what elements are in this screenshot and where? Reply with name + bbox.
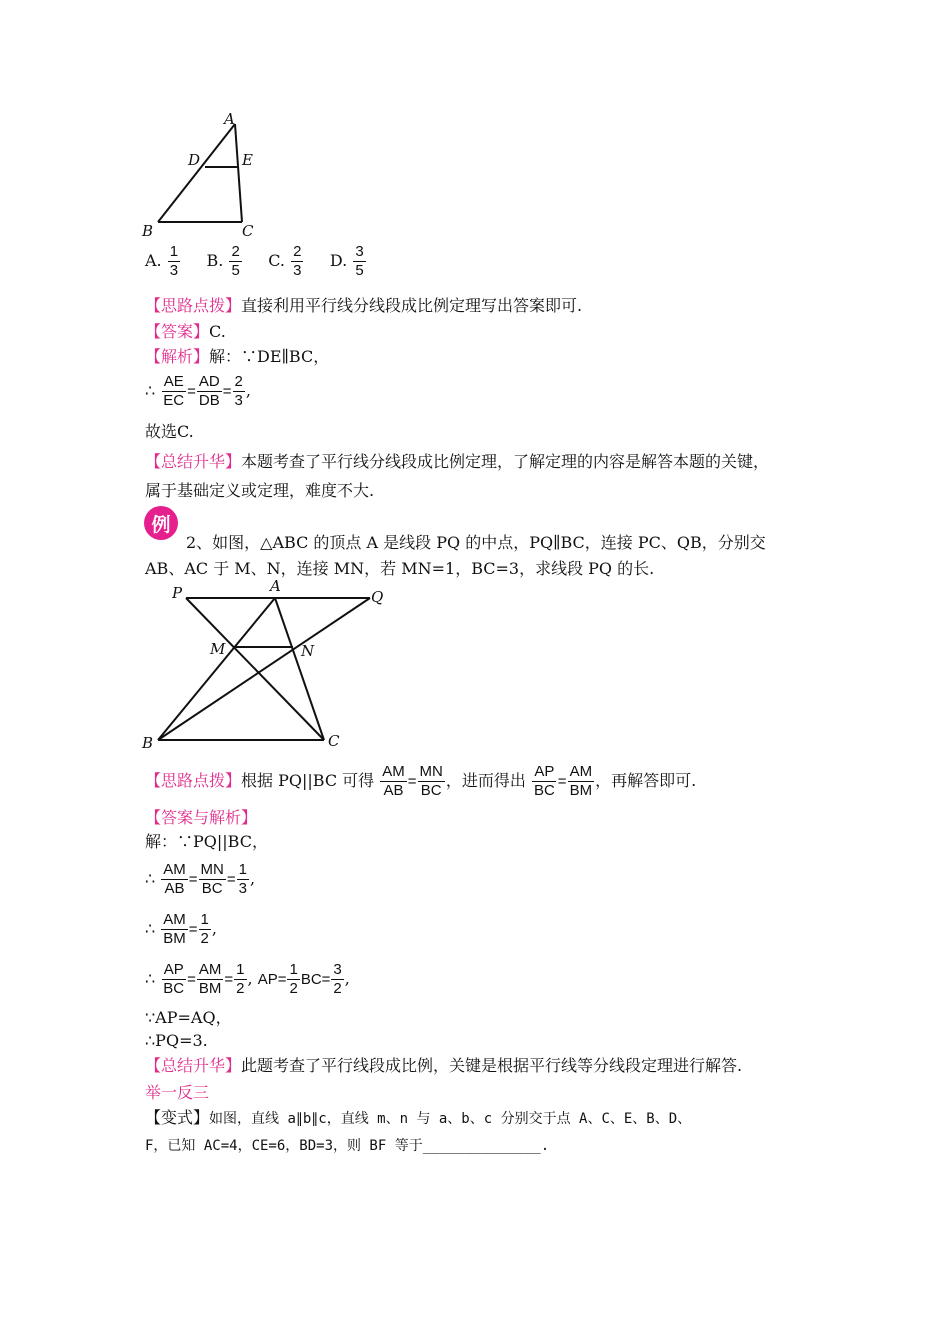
label-b: B (142, 222, 154, 240)
ex1-choose: 故选C. (145, 422, 194, 441)
ex1-hint: 【思路点拨】直接利用平行线分线段成比例定理写出答案即可. (145, 296, 583, 315)
figure-pq-bc (138, 577, 384, 752)
example-badge: 例 (144, 506, 178, 540)
figure-triangle-de-bc (138, 110, 268, 242)
ex2-sol-0: 解：∵PQ||BC， (145, 832, 268, 851)
label-c: C (328, 732, 340, 750)
label-a: A (270, 577, 281, 595)
ex2-question: 2、如图，△ABC 的顶点 A 是线段 PQ 的中点，PQ∥BC，连接 PC、QB，分别交 (186, 533, 766, 552)
option-a[interactable]: A. $\frac{1}{3}$ (145, 243, 179, 279)
label-q: Q (371, 588, 384, 606)
option-b[interactable]: B. $\frac{2}{5}$ (206, 243, 240, 279)
option-d[interactable]: D. $\frac{3}{5}$ (329, 243, 364, 279)
ex2-solution-tag: 【答案与解析】 (145, 808, 258, 827)
ex2-sol-2: ∴ $\frac{AM}{BM}$ = $\frac{1}{2}$ , (145, 911, 217, 947)
ex1-equation: ∴ $\frac{AE}{EC}$ = $\frac{AD}{DB}$ = $\frac{2}{3}$ , (145, 373, 251, 409)
ex2-hint: 【思路点拨】根据 PQ||BC 可得 $\frac{AM}{AB}$ = $\frac{MN}{BC}$ ，进而得出 $\frac{AP}{BC}$ = $\frac{AM}{BM}$ ，再解答即可. (145, 763, 697, 799)
label-b: B (142, 734, 154, 752)
label-c: C (242, 222, 254, 240)
option-c[interactable]: C. $\frac{2}{3}$ (268, 243, 302, 279)
ex2-sol-5: ∴PQ=3. (145, 1031, 208, 1050)
ex2-question-2: AB、AC 于 M、N，连接 MN，若 MN=1，BC=3，求线段 PQ 的长. (145, 559, 655, 578)
label-a: A (224, 110, 235, 128)
ex2-summary: 【总结升华】此题考查了平行线段成比例，关键是根据平行线等分线段定理进行解答. (145, 1056, 743, 1075)
label-m: M (210, 640, 226, 658)
ex1-analysis: 【解析】解：∵DE∥BC， (145, 347, 330, 366)
label-d: D (188, 151, 201, 169)
label-n: N (301, 642, 315, 660)
variant-title: 举一反三 (145, 1083, 210, 1102)
ex1-summary: 【总结升华】本题考查了平行线分线段成比例定理，了解定理的内容是解答本题的关键， (145, 452, 770, 471)
answer-options (145, 244, 367, 279)
variant-question-2: F，已知 AC=4，CE=6，BD=3，则 BF 等于______________. (145, 1138, 550, 1154)
ex2-sol-4: ∵AP=AQ， (145, 1008, 232, 1027)
label-e: E (242, 151, 253, 169)
variant-question: 【变式】如图，直线 a∥b∥c，直线 m、n 与 a、b、c 分别交于点 A、C、E、B、D、 (145, 1108, 692, 1127)
ex2-sol-3: ∴ $\frac{AP}{BC}$ = $\frac{AM}{BM}$ = $\frac{1}{2}$ , AP= $\frac{1}{2}$ BC= $\frac{3}{2}$ , (145, 961, 350, 997)
label-p: P (172, 584, 183, 602)
answer-blank[interactable]: ______________ (422, 1138, 541, 1154)
ex1-summary-2: 属于基础定义或定理，难度不大. (145, 481, 375, 500)
ex2-sol-1: ∴ $\frac{AM}{AB}$ = $\frac{MN}{BC}$ = $\frac{1}{3}$ , (145, 861, 256, 897)
ex1-answer: 【答案】C. (145, 322, 226, 341)
